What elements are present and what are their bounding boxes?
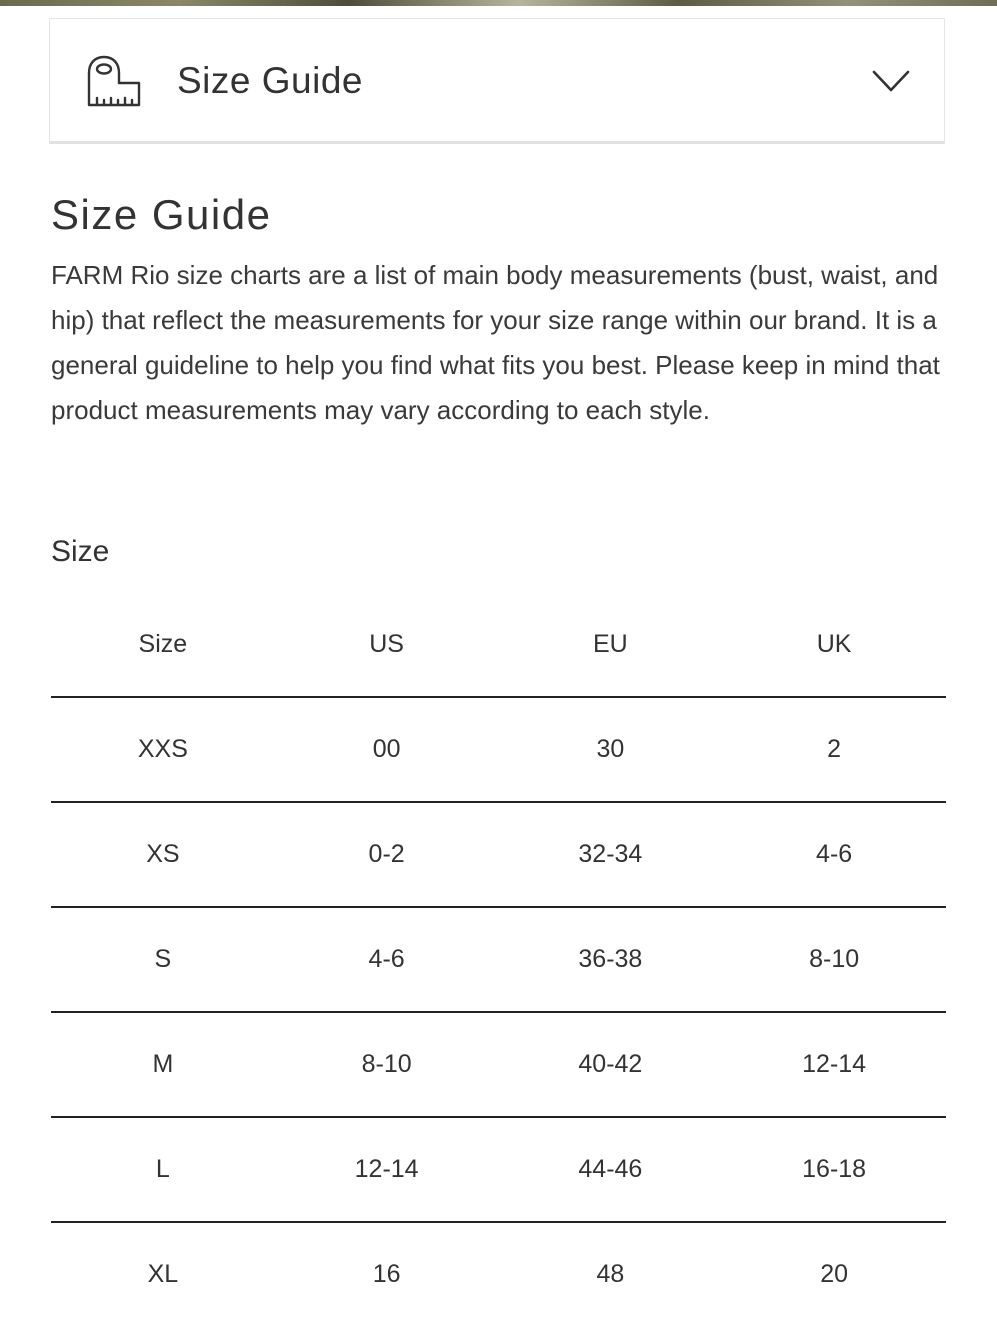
table-row xyxy=(51,697,946,802)
cell-us: 12-14 xyxy=(275,1117,499,1222)
cell-eu: 36-38 xyxy=(499,907,723,1012)
cell-uk: 4-6 xyxy=(722,802,946,907)
column-header-size: Size xyxy=(51,592,275,697)
measuring-tape-icon xyxy=(86,55,142,109)
product-image-edge xyxy=(0,0,997,6)
cell-us: 0-2 xyxy=(275,802,499,907)
cell-us: 4-6 xyxy=(275,907,499,1012)
table-header-row xyxy=(51,592,946,697)
table-row xyxy=(51,907,946,1012)
cell-eu: 40-42 xyxy=(499,1012,723,1117)
size-table xyxy=(51,592,946,1326)
table-row xyxy=(51,1012,946,1117)
cell-eu: 48 xyxy=(596,1260,625,1288)
cell-eu: 30 xyxy=(499,697,723,802)
cell-size: XL xyxy=(147,1260,179,1288)
cell-size: XXS xyxy=(51,697,275,802)
cell-eu: 44-46 xyxy=(499,1117,723,1222)
cell-us: 00 xyxy=(275,697,499,802)
size-table-heading: Size xyxy=(51,535,110,568)
table-row xyxy=(51,1117,946,1222)
cell-size: XS xyxy=(51,802,275,907)
chevron-down-icon[interactable] xyxy=(872,69,910,93)
column-header-us: US xyxy=(275,592,499,697)
page-title: Size Guide xyxy=(51,191,272,238)
accordion-label: Size Guide xyxy=(177,60,363,101)
cell-uk: 12-14 xyxy=(722,1012,946,1117)
cell-us: 16 xyxy=(372,1260,401,1288)
cell-size: L xyxy=(51,1117,275,1222)
cell-uk: 8-10 xyxy=(722,907,946,1012)
size-guide-description: FARM Rio size charts are a list of main body measurements (bust, waist, and hip) that reflect the measurements for your size range within our brand. It is a general guideline to help you find what fits you best. Please keep in mind that product measurements may vary according to each style. xyxy=(51,260,940,425)
size-guide-accordion[interactable] xyxy=(49,18,945,144)
table-row xyxy=(51,1222,946,1326)
cell-us: 8-10 xyxy=(275,1012,499,1117)
cell-size: M xyxy=(51,1012,275,1117)
cell-eu: 32-34 xyxy=(499,802,723,907)
cell-uk: 2 xyxy=(722,697,946,802)
column-header-uk: UK xyxy=(722,592,946,697)
column-header-eu: EU xyxy=(499,592,723,697)
cell-uk: 16-18 xyxy=(722,1117,946,1222)
cell-uk: 20 xyxy=(820,1260,849,1288)
cell-size: S xyxy=(51,907,275,1012)
table-row xyxy=(51,802,946,907)
